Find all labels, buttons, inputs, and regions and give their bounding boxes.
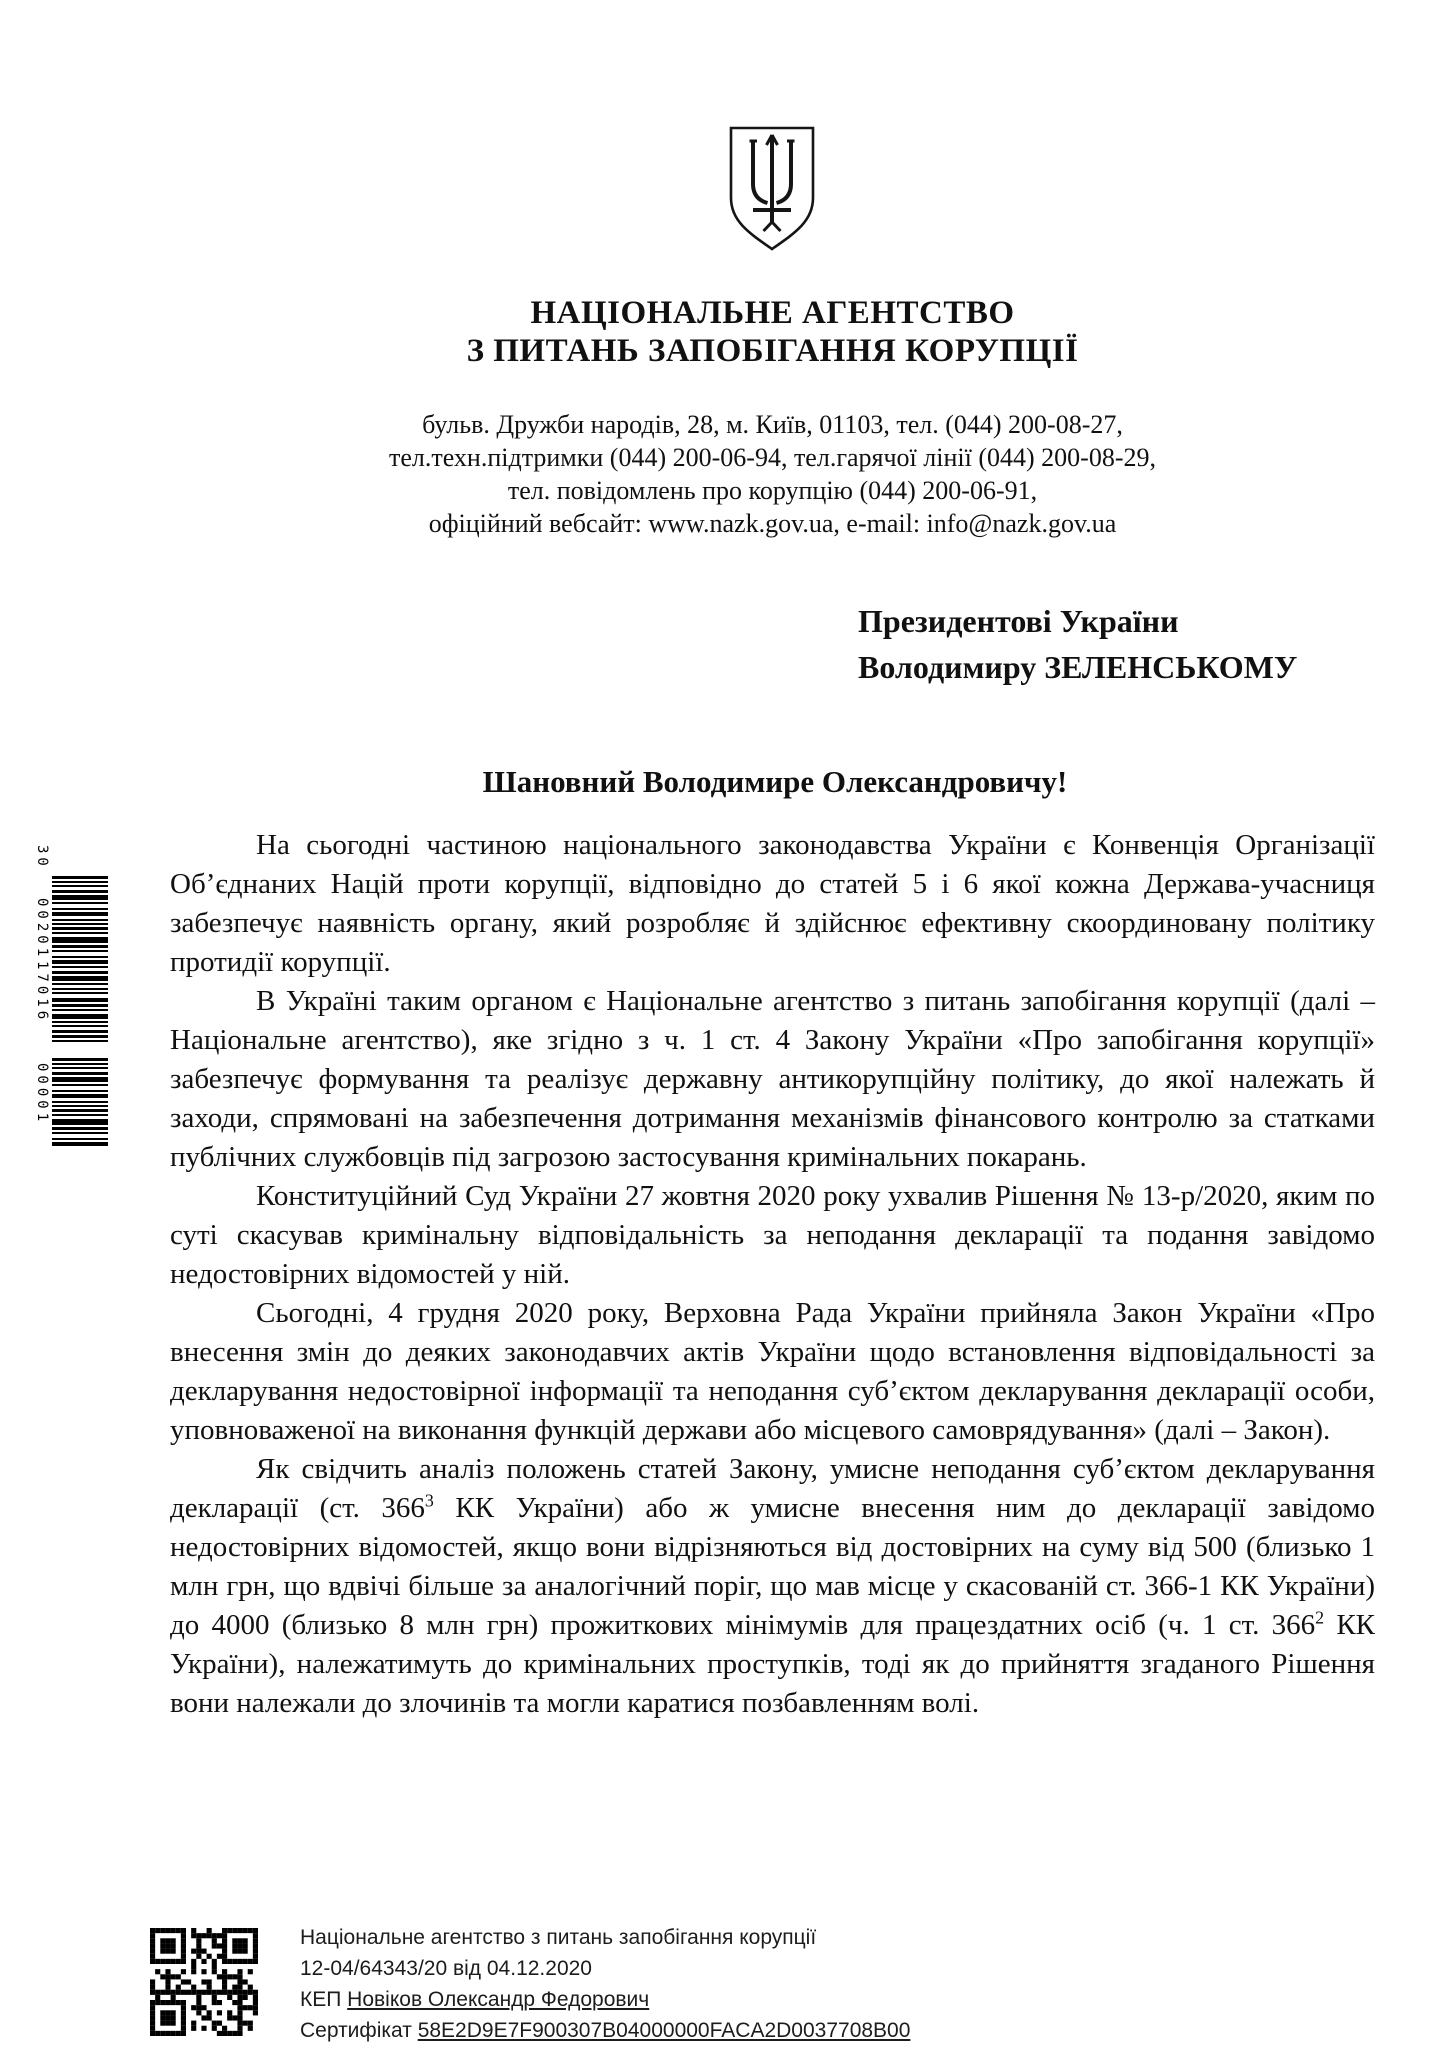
cert-value: 58E2D9E7F900307B04000000FACA2D0037708B00 <box>417 2019 911 2042</box>
barcode-bars <box>52 876 108 1044</box>
body-paragraph: В Україні таким органом є Національне агентство з питань запобігання корупції (далі – Національне агентство), яке згідно з ч. 1 ст. 4 Закону України «Про запобігання корупції» забезпечує формування та реалізує державну антикорупційну політику, до якої належать й заходи, спрямовані на забезпечення дотримання механізмів фінансового контролю за статками публічних службовців під загрозою застосування кримінальних покарань. <box>170 985 1375 1173</box>
barcode-digits: 00001 <box>34 1063 50 1126</box>
org-name <box>170 294 1375 370</box>
org-name-line2: З ПИТАНЬ ЗАПОБІГАННЯ КОРУПЦІЇ <box>466 333 1079 369</box>
body-paragraph: Конституційний Суд України 27 жовтня 2020 року ухвалив Рішення № 13-р/2020, яким по суті скасував кримінальну відповідальність за неподання декларації та подання завідомо недостовірних відомостей у ній. <box>170 1180 1375 1290</box>
org-contacts <box>150 408 1395 540</box>
org-name-line1: НАЦІОНАЛЬНЕ АГЕНТСТВО <box>530 295 1015 331</box>
body-paragraph: Як свідчить аналіз положень статей Закону, умисне неподання суб’єктом декларування декларації (ст. $366^3$ КК України) або ж умисне внесення ним до декларації завідомо недостовірних відомостей, якщо вони відрізняються від достовірних на суму від 500 (близько 1 млн грн, що вдвічі більше за аналогічний поріг, що мав місце у скасованій ст. 366-1 КК України) до 4000 (близько 8 млн грн) прожиткових мінімумів для працездатних осіб (ч. 1 ст. $366^2$ КК України), належатимуть до кримінальних проступків, тоді як до прийняття згаданого Рішення вони належали до злочинів та могли каратися позбавленням волі. <box>170 1453 1376 1719</box>
ukraine-trident-emblem <box>722 122 822 256</box>
barcode-digits: 17016 <box>34 961 50 1024</box>
salutation: Шановний Володимире Олександровичу! <box>482 764 1068 799</box>
cert-prefix: Сертифікат <box>300 2019 418 2042</box>
signature-stamp <box>150 1928 1250 2040</box>
org-contact-line: тел.техн.підтримки (044) 200-06-94, тел.гарячої лінії (044) 200-08-29, <box>389 443 1156 472</box>
footer-org-line: Національне агентство з питань запобігання корупції <box>300 1926 817 1949</box>
footer-doc-number: 12-04/64343/20 від 04.12.2020 <box>300 1957 592 1980</box>
body-paragraph: Сьогодні, 4 грудня 2020 року, Верховна Рада України прийняла Закон України «Про внесення змін до деяких законодавчих актів України щодо встановлення відповідальності за декларування недостовірної інформації та неподання суб’єктом декларування декларації особи, уповноваженої на виконання функцій держави або місцевого самоврядування» (далі – Закон). <box>170 1297 1375 1446</box>
document-barcode <box>0 0 120 2047</box>
barcode-bars <box>52 1058 108 1148</box>
addressee-title: Президентові України <box>858 603 1179 639</box>
barcode-digits: 30 <box>34 845 50 870</box>
addressee-name: Володимиру ЗЕЛЕНСЬКОМУ <box>858 649 1298 685</box>
qr-code <box>150 1928 258 2036</box>
org-contact-line: бульв. Дружби народів, 28, м. Київ, 01103, тел. (044) 200-08-27, <box>422 410 1123 439</box>
footer-signer-line <box>300 1984 1250 2015</box>
barcode-digits: 00201 <box>34 898 50 961</box>
letter-body <box>170 826 1375 1723</box>
body-paragraph: На сьогодні частиною національного законодавства України є Конвенція Організації Об’єднаних Націй проти корупції, відповідно до статей 5 і 6 якої кожна Держава-учасниця забезпечує наявність органу, який розробляє й здійснює ефективну скоординовану політику протидії корупції. <box>170 829 1375 978</box>
signer-name: Новіков Олександр Федорович <box>347 1988 650 2011</box>
addressee-block <box>858 598 1297 690</box>
org-contact-line: тел. повідомлень про корупцію (044) 200-06-91, <box>507 476 1038 505</box>
org-contact-line: офіційний вебсайт: www.nazk.gov.ua, e-mail: info@nazk.gov.ua <box>428 509 1117 538</box>
signer-prefix: КЕП <box>300 1988 348 2011</box>
signature-stamp-text <box>300 1922 1250 2046</box>
footer-cert-line <box>300 2015 1250 2046</box>
